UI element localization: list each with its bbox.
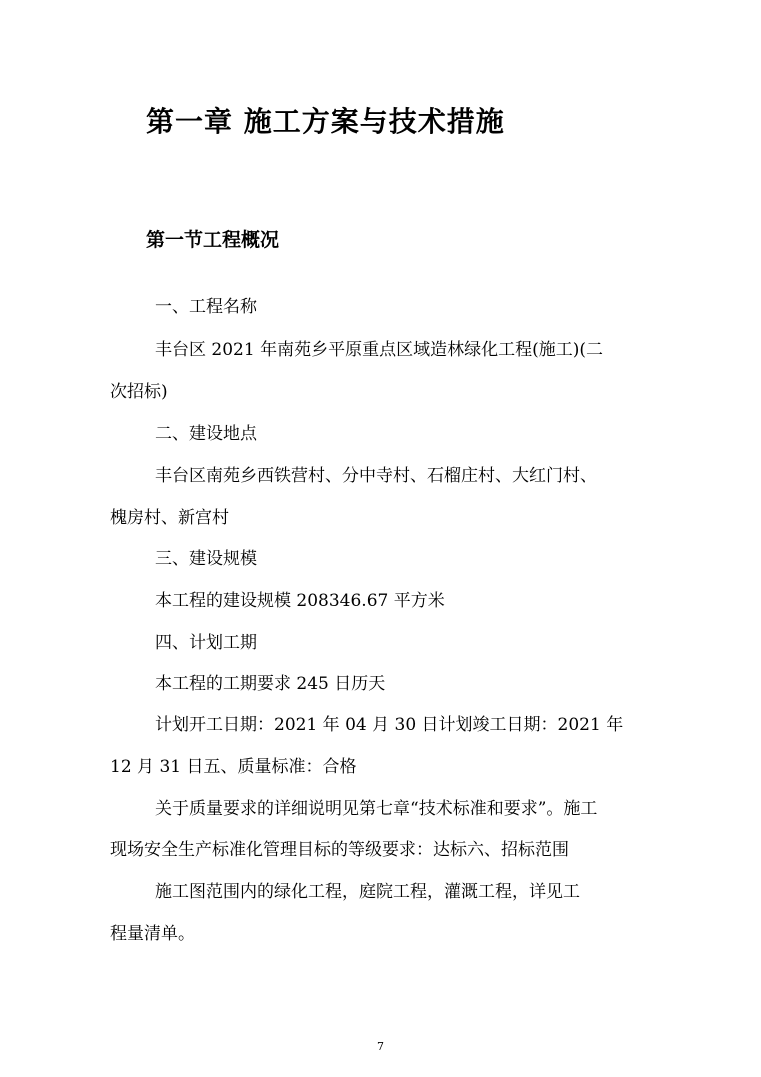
chapter-title: 第一章 施工方案与技术措施 (146, 105, 505, 138)
heading-schedule: 四、计划工期 (155, 633, 257, 653)
scope-line-2: 程量清单。 (110, 924, 195, 944)
schedule-line-1: 本工程的工期要求 245 日历天 (155, 674, 386, 694)
schedule-line-3: 12 月 31 日五、质量标准：合格 (110, 757, 357, 777)
location-line-1: 丰台区南苑乡西铁营村、分中寺村、石榴庄村、大红门村、 (155, 466, 597, 486)
page-number: 7 (377, 1040, 384, 1053)
section-title: 第一节工程概况 (146, 229, 280, 251)
heading-location: 二、建设地点 (155, 424, 257, 444)
scale-line: 本工程的建设规模 208346.67 平方米 (155, 591, 445, 611)
scope-line-1: 施工图范围内的绿化工程，庭院工程，灌溉工程，详见工 (155, 882, 580, 902)
project-name-line-2: 次招标) (110, 382, 168, 402)
schedule-line-2: 计划开工日期：2021 年 04 月 30 日计划竣工日期：2021 年 (155, 715, 624, 735)
heading-project-name: 一、工程名称 (155, 297, 257, 317)
location-line-2: 槐房村、新宫村 (110, 508, 229, 528)
quality-line-1: 关于质量要求的详细说明见第七章“技术标准和要求”。施工 (155, 799, 598, 819)
project-name-line-1: 丰台区 2021 年南苑乡平原重点区域造林绿化工程(施工)(二 (155, 340, 603, 360)
heading-scale: 三、建设规模 (155, 549, 257, 569)
quality-line-2: 现场安全生产标准化管理目标的等级要求：达标六、招标范围 (110, 840, 569, 860)
